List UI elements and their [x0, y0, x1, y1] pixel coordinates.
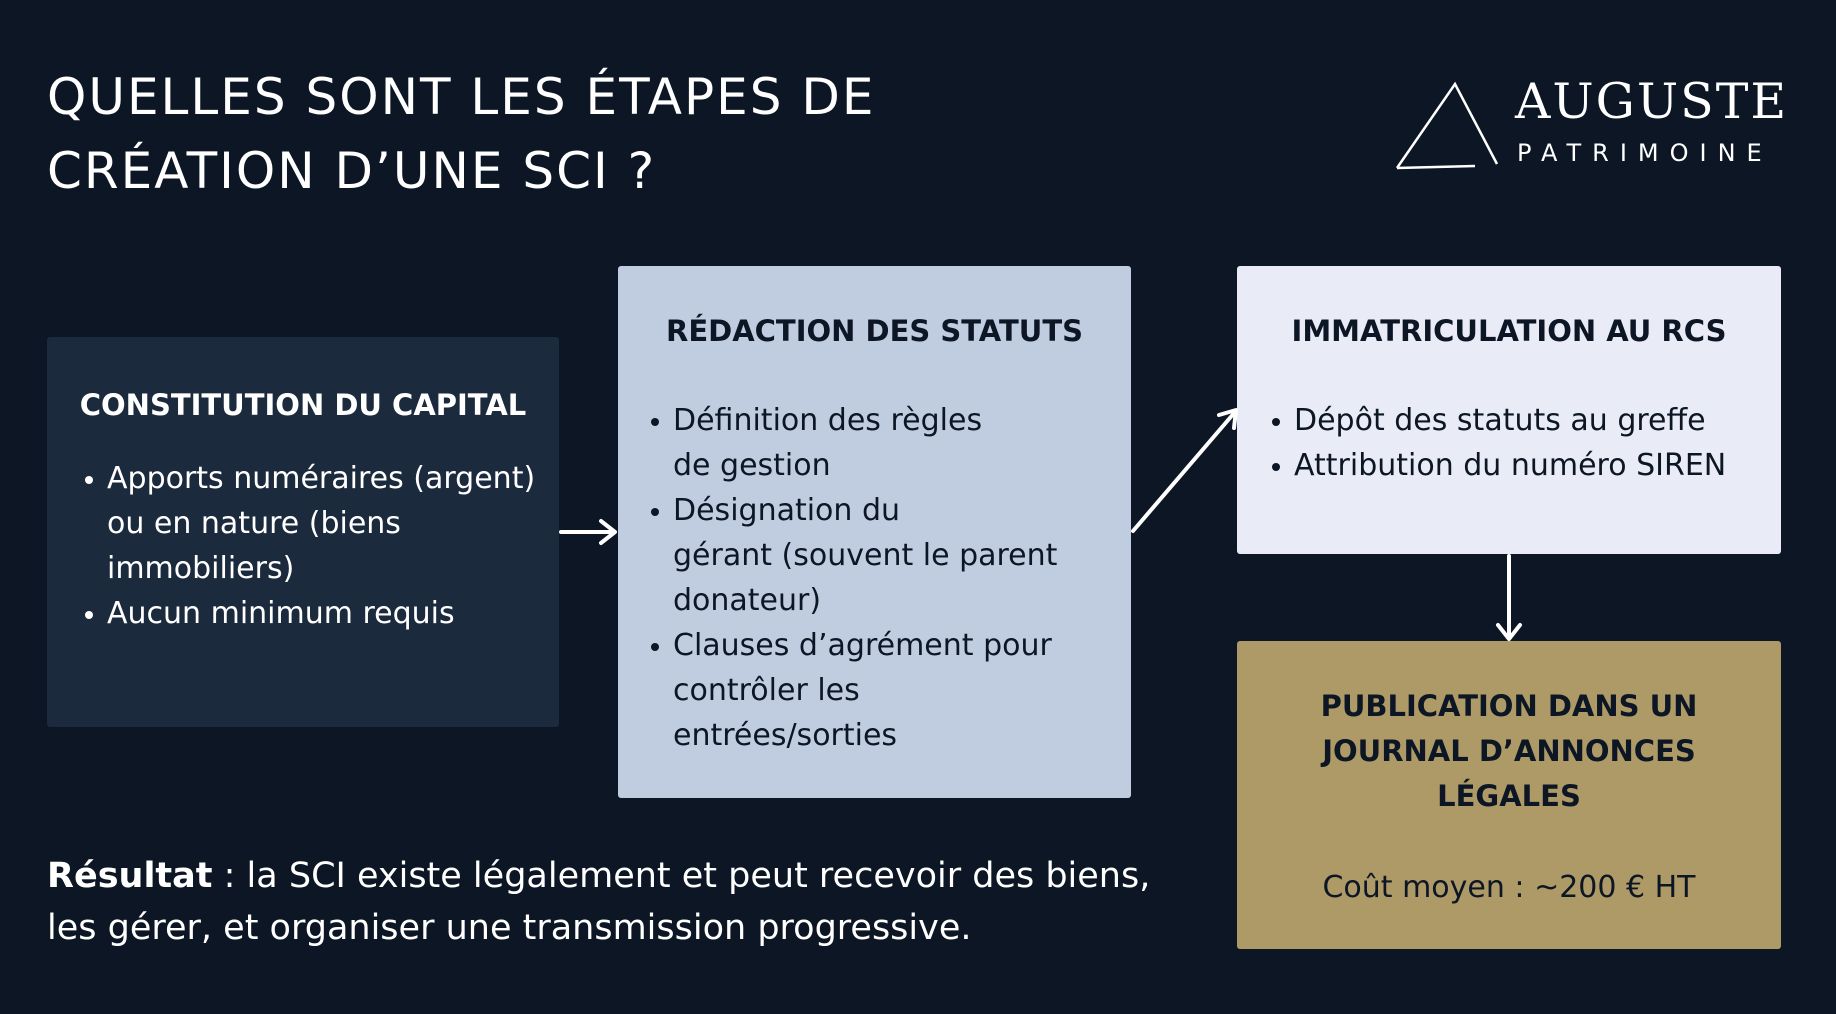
arrow-rcs-to-publication [1498, 556, 1520, 639]
brand-logo [1395, 74, 1795, 174]
step-statuts [618, 266, 1131, 798]
list-item-line: Clauses d’agrément pour contrôler les entrées/sorties [673, 628, 1052, 753]
step-capital-title: CONSTITUTION DU CAPITAL [79, 388, 527, 422]
step-statuts-title: RÉDACTION DES STATUTS [665, 314, 1083, 348]
step-publication-title-line-1: PUBLICATION DANS UN [1320, 689, 1698, 723]
page-title-line-1: QUELLES SONT LES ÉTAPES DE [47, 68, 876, 126]
step-rcs-list [1270, 398, 1777, 488]
list-item: Attribution du numéro SIREN [1270, 443, 1777, 488]
list-item: Aucun minimum requis [83, 591, 549, 636]
step-capital-list [83, 456, 549, 636]
list-item [649, 623, 1127, 758]
result-summary [47, 850, 1197, 954]
list-item [649, 488, 1127, 623]
result-line-1 [47, 850, 1197, 902]
step-capital [47, 337, 559, 727]
result-line-2: les gérer, et organiser une transmission progressive. [47, 908, 972, 948]
page-title-line-2: CRÉATION D’UNE SCI ? [47, 142, 657, 200]
result-text-1: : la SCI existe légalement et peut recevoir des biens, [212, 856, 1151, 896]
step-rcs-title: IMMATRICULATION AU RCS [1291, 314, 1727, 348]
step-publication [1237, 641, 1781, 949]
arrow-statuts-to-rcs [1133, 410, 1236, 531]
result-label: Résultat [47, 856, 213, 896]
list-item-line: Définition des règles de gestion [673, 403, 983, 483]
list-item [649, 398, 1127, 488]
list-item-line: Désignation du gérant (souvent le parent donateur) [673, 493, 1058, 618]
step-publication-title-line-3: LÉGALES [1437, 779, 1581, 813]
triangle-logo-icon [1395, 78, 1499, 170]
list-item: Dépôt des statuts au greffe [1270, 398, 1777, 443]
brand-subtitle: PATRIMOINE [1517, 139, 1773, 167]
step-rcs [1237, 266, 1781, 554]
list-item: Apports numéraires (argent) ou en nature (biens immobiliers) [83, 456, 549, 591]
step-publication-cost: Coût moyen : ~200 € HT [1322, 870, 1696, 905]
step-statuts-list [649, 398, 1127, 758]
page-title [47, 60, 1097, 208]
arrow-capital-to-statuts [561, 521, 615, 543]
step-publication-title [1237, 684, 1781, 819]
step-publication-title-line-2: JOURNAL D’ANNONCES [1322, 734, 1696, 768]
brand-name: AUGUSTE [1515, 73, 1789, 130]
